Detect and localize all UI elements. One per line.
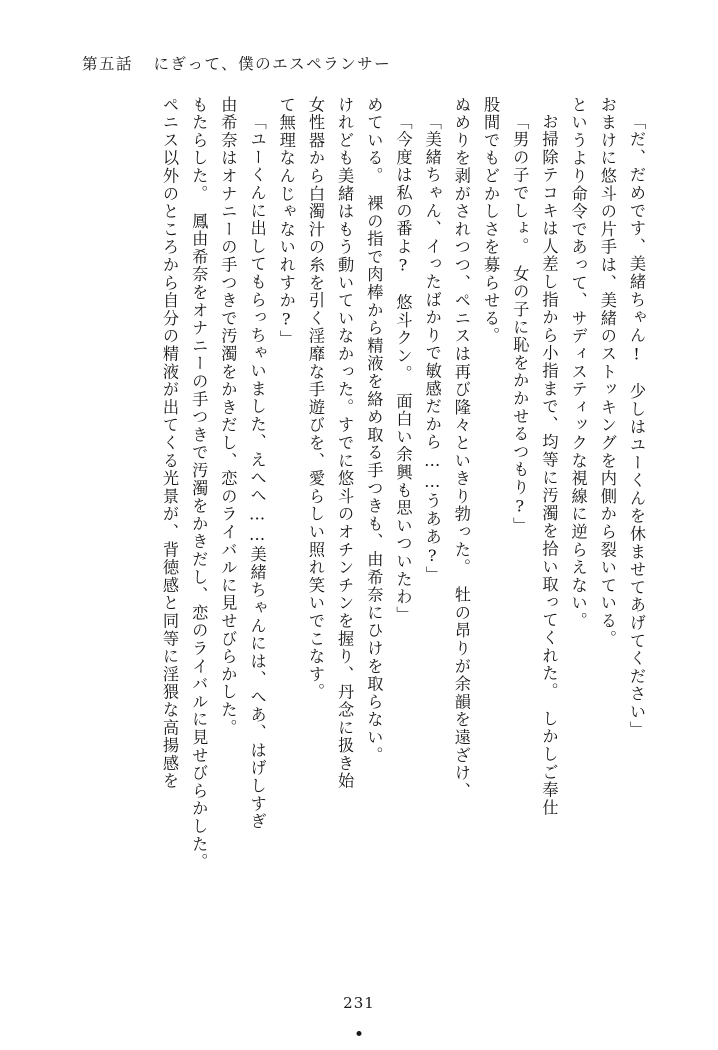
text-column: めている。 裸の指で肉棒から精液を絡め取る手つきも、由希奈にひけを取らない。 (364, 96, 384, 765)
chapter-label: 第五話 (82, 55, 134, 73)
text-column: 「男の子でしょ。 女の子に恥をかかせるつもり?」 (510, 113, 530, 535)
text-column: 女性器から白濁汁の糸を引く淫靡な手遊びを、愛らしい照れ笑いでこなす。 (305, 96, 325, 702)
text-column: ぬめりを剥がされつつ、ペニスは再び隆々といきり勃った。 牡の昂りが余韻を遠ざけ、 (451, 96, 471, 800)
spine-marker-dot (357, 1031, 362, 1036)
text-column: もたらした。 鳳由希奈をオナニーの手つきで汚濁をかきだし、恋のライバルに見せびらかした。 (189, 96, 209, 872)
text-column: 由希奈はオナニーの手つきで汚濁をかきだし、恋のライバルに見せびらかした。 (218, 96, 238, 737)
text-column: て無理なんじゃないれすか?」 (276, 96, 296, 348)
text-column: お掃除テコキは人差し指から小指まで、均等に汚濁を拾い取ってくれた。 しかしご奉仕 (539, 113, 559, 817)
body-text-columns (148, 96, 644, 956)
chapter-title: にぎって、僕のエスペランサー (153, 55, 392, 73)
text-column: ペニス以外のところから自分の精液が出てくる光景が、背徳感と同等に淫猥な高揚感を (160, 96, 179, 791)
text-column: 「美緒ちゃん、イったばかりで敏感だから……うああ?」 (422, 113, 442, 585)
text-column: おまけに悠斗の片手は、美緒のストッキングを内側から裂いている。 (597, 96, 617, 648)
page-number: 231 (343, 994, 375, 1012)
running-head (82, 52, 391, 74)
text-column: 「だ、だめです、美緒ちゃん! 少しはユーくんを休ませてあげてください」 (627, 113, 646, 739)
text-column: 股間でもどかしさを募らせる。 (481, 96, 501, 346)
text-column: というより命令であって、サディスティックな視線に逆らえない。 (568, 96, 588, 630)
text-column: けれども美緒はもう動いていなかった。すでに悠斗のオチンチンを握り、丹念に扱き始 (335, 96, 355, 791)
text-column: 「ユーくんに出してもらっちゃいました、えへへ……美緒ちゃんには、へあ、はげしすぎ (247, 113, 267, 831)
text-column: 「今度は私の番よ? 悠斗クン。 面白い余興も思いついたわ」 (393, 113, 413, 624)
